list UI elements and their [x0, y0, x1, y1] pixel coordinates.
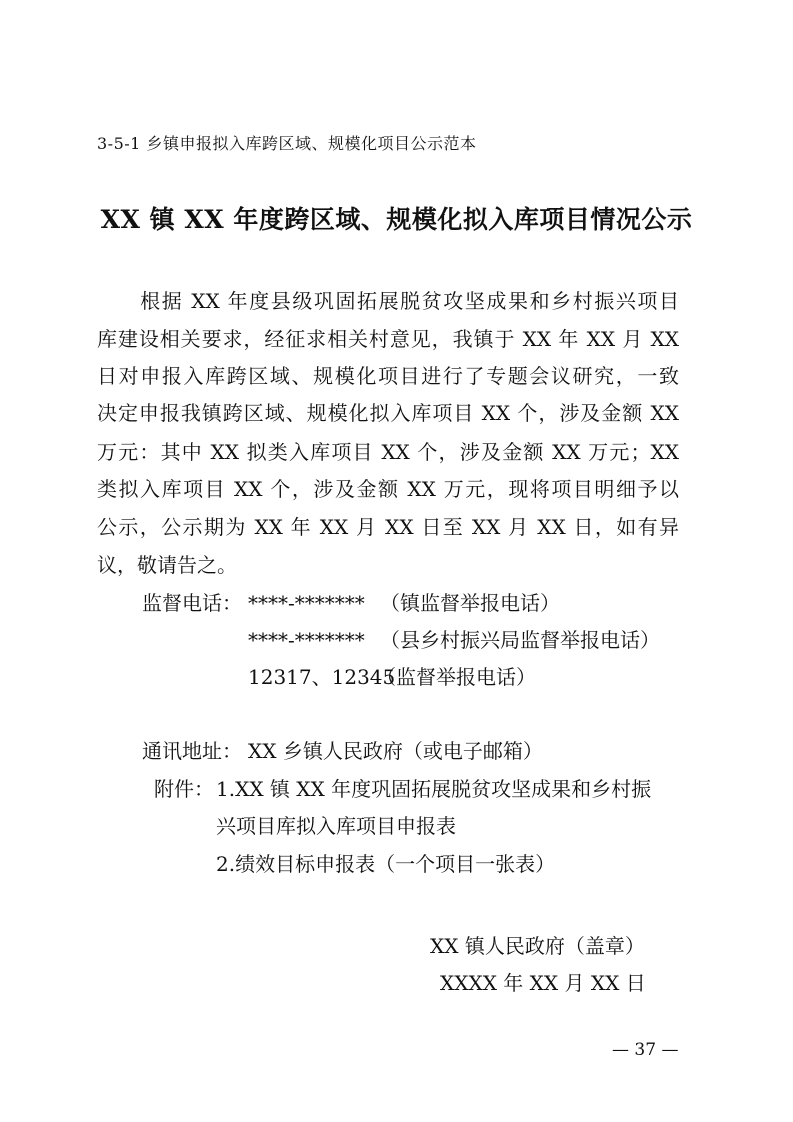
body-line: 决定申报我镇跨区域、规模化拟入库项目 XX 个，涉及金额 XX [97, 401, 679, 425]
page-number: — 37 — [612, 1040, 679, 1060]
phone-description: （镇监督举报电话） [380, 591, 560, 615]
attachments-label: 附件： [154, 777, 214, 801]
section-label: 3-5-1 乡镇申报拟入库跨区域、规模化项目公示范本 [97, 134, 477, 153]
supervision-label: 监督电话： [142, 591, 242, 615]
signing-date: XXXX 年 XX 月 XX 日 [440, 971, 646, 995]
page-title: XX 镇 XX 年度跨区域、规模化拟入库项目情况公示 [100, 205, 693, 234]
body-line: 议，敬请告之。 [97, 553, 237, 577]
attachment-item: 2.绩效目标申报表（一个项目一张表） [216, 852, 556, 876]
attachment-item-continued: 兴项目库拟入库项目申报表 [216, 814, 456, 838]
attachment-item: 1.XX 镇 XX 年度巩固拓展脱贫攻坚成果和乡村振 [216, 777, 652, 801]
body-line: 日对申报入库跨区域、规模化项目进行了专题会议研究，一致 [97, 364, 679, 388]
body-line: 公示，公示期为 XX 年 XX 月 XX 日至 XX 月 XX 日，如有异 [97, 515, 679, 539]
body-line: 万元：其中 XX 拟类入库项目 XX 个，涉及金额 XX 万元；XX [97, 440, 679, 464]
body-line: 类拟入库项目 XX 个，涉及金额 XX 万元，现将项目明细予以 [97, 477, 679, 501]
body-line: 库建设相关要求，经征求相关村意见，我镇于 XX 年 XX 月 XX [97, 327, 679, 351]
body-line: 根据 XX 年度县级巩固拓展脱贫攻坚成果和乡村振兴项目 [97, 289, 679, 313]
signing-organization: XX 镇人民政府（盖章） [430, 934, 645, 958]
phone-number: ****-******* [248, 628, 365, 652]
phone-description: （县乡村振兴局监督举报电话） [380, 628, 660, 652]
phone-number: ****-******* [248, 591, 365, 615]
phone-description: （监督举报电话） [376, 665, 536, 689]
address-label: 通讯地址： [142, 739, 242, 763]
address-value: XX 乡镇人民政府（或电子邮箱） [248, 739, 543, 763]
phone-number: 12317、12345 [248, 665, 396, 689]
